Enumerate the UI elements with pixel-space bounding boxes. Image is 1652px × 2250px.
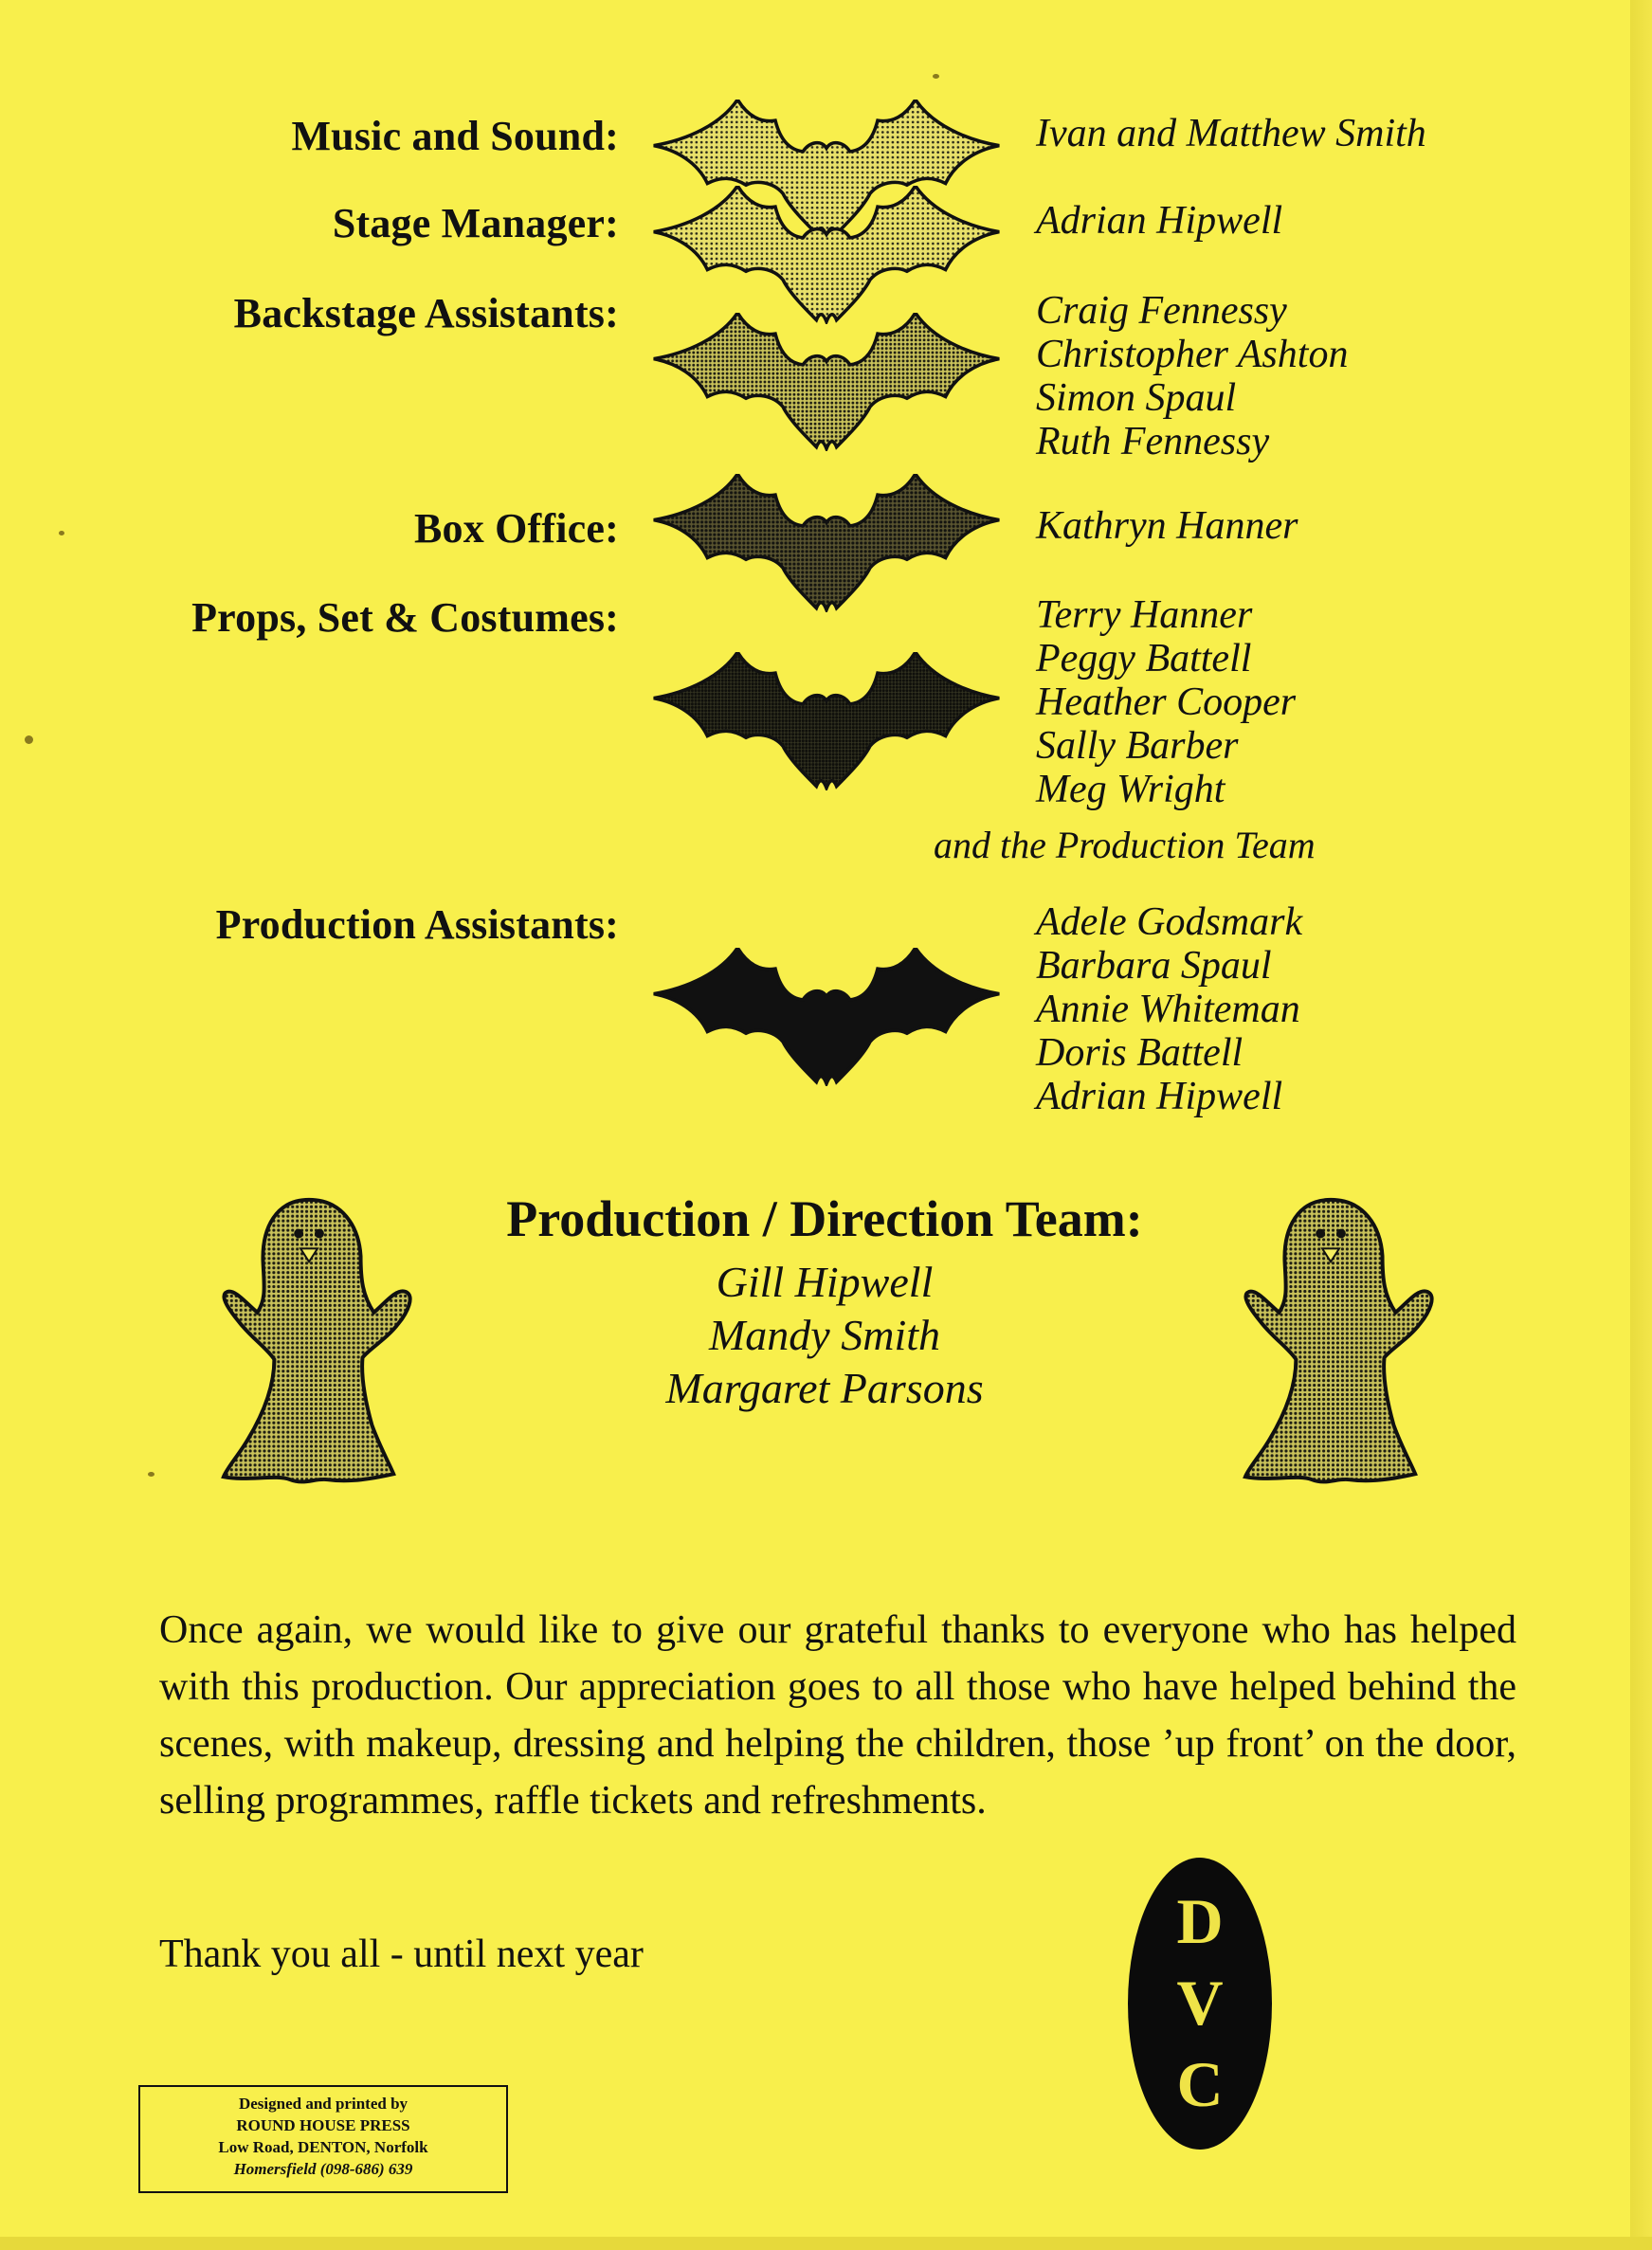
bat-icon xyxy=(650,313,1003,451)
paper-bottom-edge xyxy=(0,2237,1652,2250)
paper-speck xyxy=(148,1472,154,1477)
direction-team-names xyxy=(379,1256,1270,1415)
role-backstage-assistants: Backstage Assistants: xyxy=(233,290,619,336)
names-production-assistants xyxy=(1036,900,1302,1118)
crew-name: Annie Whiteman xyxy=(1036,988,1300,1031)
paper-speck xyxy=(59,531,64,535)
bat-icon xyxy=(650,474,1003,612)
crew-name: Ivan and Matthew Smith xyxy=(1036,112,1426,155)
paper-edge xyxy=(1630,0,1652,2250)
names-props-set-costumes xyxy=(1036,593,1296,811)
names-backstage-assistants xyxy=(1036,289,1348,463)
dvc-logo xyxy=(1128,1858,1272,2150)
crew-name: Adrian Hipwell xyxy=(1036,1075,1283,1118)
crew-name: Meg Wright xyxy=(1036,768,1225,811)
paper-speck xyxy=(25,735,33,744)
crew-name: Heather Cooper xyxy=(1036,680,1297,724)
crew-name: Adele Godsmark xyxy=(1036,900,1303,944)
direction-team-title: Production / Direction Team: xyxy=(506,1190,1143,1247)
crew-name: Simon Spaul xyxy=(1036,376,1237,420)
role-props-set-costumes: Props, Set & Costumes: xyxy=(191,594,619,641)
crew-name: Terry Hanner xyxy=(1036,593,1253,637)
bat-icon xyxy=(650,948,1003,1086)
crew-name: Sally Barber xyxy=(1036,724,1239,768)
direction-team xyxy=(379,1189,1270,1415)
crew-name: Adrian Hipwell xyxy=(1036,199,1283,243)
crew-name: Ruth Fennessy xyxy=(1036,420,1270,463)
director-name: Margaret Parsons xyxy=(665,1364,984,1412)
role-music-sound: Music and Sound: xyxy=(291,113,619,159)
crew-name: Craig Fennessy xyxy=(1036,289,1287,333)
role-box-office: Box Office: xyxy=(413,505,619,552)
printer-line: Homersfield (098-686) 639 xyxy=(233,2160,413,2178)
logo-letter: C xyxy=(1176,2048,1224,2120)
names-stage-manager xyxy=(1036,199,1282,243)
crew-name: Doris Battell xyxy=(1036,1031,1244,1075)
printer-line: Designed and printed by xyxy=(238,2095,408,2113)
thanks-paragraph: Once again, we would like to give our grateful thanks to everyone who has helped with this production. Our appreciation goes to all those who have helped behind the scenes, with makeup, dressing and helping the children, those ’up front’ on the door, selling programmes, raffle tickets and refreshments. xyxy=(159,1608,1516,1823)
printer-line: ROUND HOUSE PRESS xyxy=(236,2116,410,2134)
logo-letter: V xyxy=(1176,1967,1224,2039)
logo-letter: D xyxy=(1176,1885,1224,1957)
director-name: Gill Hipwell xyxy=(716,1258,934,1306)
crew-name: Peggy Battell xyxy=(1036,637,1252,680)
names-box-office xyxy=(1036,504,1298,548)
names-music-sound xyxy=(1036,112,1426,155)
role-stage-manager: Stage Manager: xyxy=(332,200,619,246)
signoff-text: Thank you all - until next year xyxy=(159,1932,644,1976)
production-team-line: and the Production Team xyxy=(934,824,1316,866)
printer-line: Low Road, DENTON, Norfolk xyxy=(218,2138,428,2156)
role-production-assistants: Production Assistants: xyxy=(215,901,619,948)
bat-icon xyxy=(650,186,1003,324)
crew-name: Christopher Ashton xyxy=(1036,333,1349,376)
crew-name: Barbara Spaul xyxy=(1036,944,1272,988)
crew-name: Kathryn Hanner xyxy=(1036,504,1298,548)
paper-speck xyxy=(933,74,939,79)
director-name: Mandy Smith xyxy=(708,1311,940,1359)
printer-credit-box xyxy=(138,2085,508,2193)
bat-icon xyxy=(650,652,1003,790)
